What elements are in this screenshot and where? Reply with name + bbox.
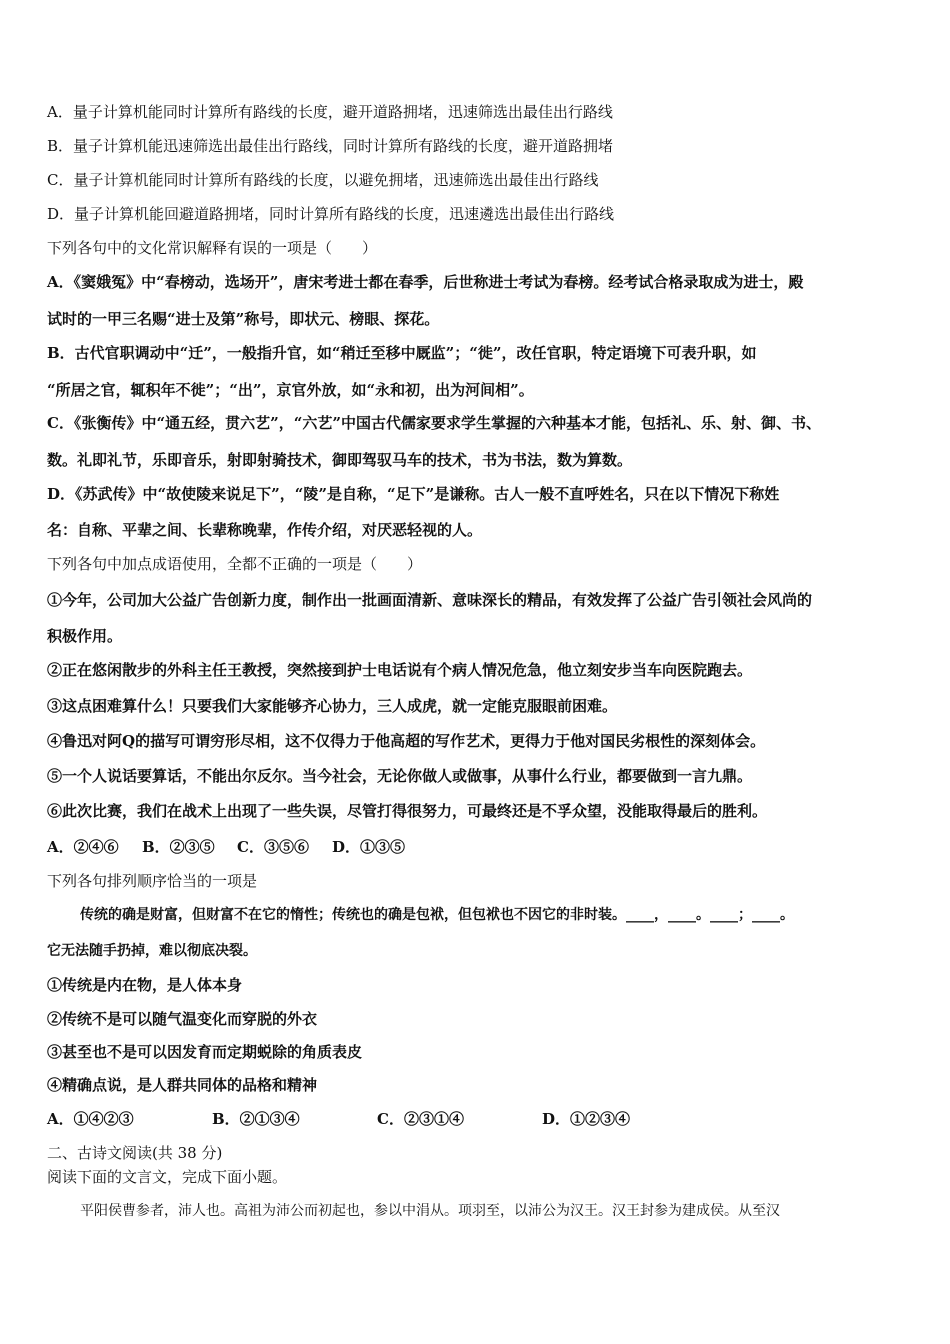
culture-option-c-cont: 数。礼即礼节，乐即音乐，射即射骑技术，御即驾驭马车的技术，书为书法，数为算数。 — [47, 451, 633, 469]
culture-option-b-cont: “所居之官，辄积年不徙”；“出”，京官外放，如“永和初，出为河间相”。 — [47, 381, 534, 399]
idiom-sentence-6: ⑥此次比赛，我们在战术上出现了一些失误，尽管打得很努力，可最终还是不孚众望，没能取得最后的胜利。 — [47, 802, 768, 820]
idiom-sentence-5: ⑤一个人说话要算话，不能出尔反尔。当今社会，无论你做人或做事，从事什么行业，都要做到一言九鼎。 — [47, 767, 753, 785]
culture-question-stem: 下列各句中的文化常识解释有误的一项是（ ） — [47, 239, 378, 257]
culture-option-d: D．《苏武传》中“故使陵来说足下”，“陵”是自称，“足下”是谦称。古人一般不直呼姓名，只在以下情况下称姓 — [47, 485, 780, 503]
section-two-heading: 二、古诗文阅读(共 38 分) — [47, 1144, 223, 1162]
culture-option-a: A．《窦娥冤》中“春榜动，选场开”，唐宋考进士都在春季，后世称进士考试为春榜。经考试合格录取成为进士，殿 — [47, 273, 804, 291]
idiom-option-a: A．②④⑥ — [47, 838, 119, 856]
route-option-b: B．量子计算机能迅速筛选出最佳出行路线，同时计算所有路线的长度，避开道路拥堵 — [47, 137, 614, 155]
order-option-d: D．①②③④ — [542, 1110, 631, 1128]
idiom-sentence-4: ④鲁迅对阿Q的描写可谓穷形尽相，这不仅得力于他高超的写作艺术，更得力于他对国民劣根性的深刻体会。 — [47, 732, 766, 750]
section-two-instruction: 阅读下面的文言文，完成下面小题。 — [47, 1168, 288, 1186]
order-item-3: ③甚至也不是可以因发育而定期蜕除的角质表皮 — [47, 1043, 363, 1061]
order-item-4: ④精确点说，是人群共同体的品格和精神 — [47, 1076, 318, 1094]
order-options — [47, 1109, 630, 1129]
order-item-2: ②传统不是可以随气温变化而穿脱的外衣 — [47, 1010, 318, 1028]
culture-option-d-cont: 名：自称、平辈之间、长辈称晚辈，作传介绍，对厌恶轻视的人。 — [47, 521, 483, 539]
idiom-sentence-1: ①今年，公司加大公益广告创新力度，制作出一批画面清新、意味深长的精品，有效发挥了公益广告引领社会风尚的 — [47, 591, 813, 609]
route-option-d: D．量子计算机能回避道路拥堵，同时计算所有路线的长度，迅速遴选出最佳出行路线 — [47, 205, 615, 223]
idiom-option-d: D．①③⑤ — [332, 838, 406, 856]
idiom-sentence-3: ③这点困难算什么！只要我们大家能够齐心协力，三人成虎，就一定能克服眼前困难。 — [47, 697, 618, 715]
culture-option-a-cont: 试时的一甲三名赐“进士及第”称号，即状元、榜眼、探花。 — [47, 310, 440, 328]
idiom-option-c: C．③⑤⑥ — [237, 838, 309, 856]
route-option-c: C．量子计算机能同时计算所有路线的长度，以避免拥堵，迅速筛选出最佳出行路线 — [47, 171, 599, 189]
route-option-a: A．量子计算机能同时计算所有路线的长度，避开道路拥堵，迅速筛选出最佳出行路线 — [47, 103, 613, 121]
culture-option-b: B．古代官职调动中“迁”，一般指升官，如“稍迁至移中厩监”；“徙”，改任官职，特定语境下可表升职，如 — [47, 344, 757, 362]
order-option-b: B．②①③④ — [212, 1110, 300, 1128]
idiom-options — [47, 837, 405, 857]
order-option-c: C．②③①④ — [377, 1110, 464, 1128]
idiom-sentence-1-cont: 积极作用。 — [47, 627, 123, 645]
classical-passage-line-1: 平阳侯曹参者，沛人也。高祖为沛公而初起也，参以中涓从。项羽至，以沛公为汉王。汉王封参为建成侯。从至汉 — [80, 1203, 780, 1219]
idiom-sentence-2: ②正在悠闲散步的外科主任王教授，突然接到护士电话说有个病人情况危急，他立刻安步当车向医院跑去。 — [47, 661, 753, 679]
order-passage-line-2: 它无法随手扔掉，难以彻底决裂。 — [47, 943, 257, 959]
order-question-stem: 下列各句排列顺序恰当的一项是 — [47, 872, 258, 890]
order-passage-line-1: 传统的确是财富，但财富不在它的惰性；传统也的确是包袱，但包袱也不因它的非时装。____，____。____；____。 — [80, 907, 794, 923]
idiom-option-b: B．②③⑤ — [142, 838, 215, 856]
idiom-question-stem: 下列各句中加点成语使用，全都不正确的一项是（ ） — [47, 555, 423, 573]
order-item-1: ①传统是内在物，是人体本身 — [47, 976, 243, 994]
order-option-a: A．①④②③ — [47, 1110, 134, 1128]
culture-option-c: C．《张衡传》中“通五经，贯六艺”，“六艺”中国古代儒家要求学生掌握的六种基本才能，包括礼、乐、射、御、书、 — [47, 414, 821, 432]
